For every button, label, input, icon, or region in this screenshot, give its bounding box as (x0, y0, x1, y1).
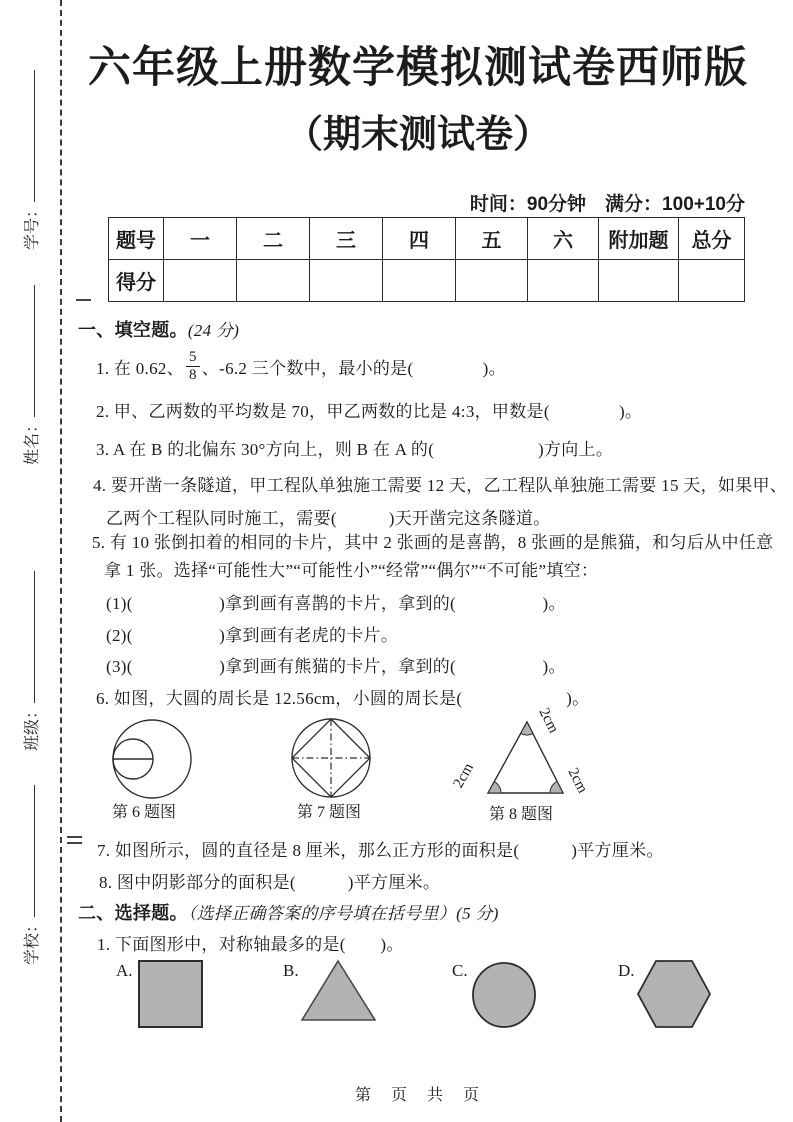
score-cell (310, 260, 383, 302)
side-label-left: 2cm (450, 760, 478, 791)
right-angle-sector (550, 781, 563, 793)
section2-heading (78, 899, 499, 925)
score-cell (237, 260, 310, 302)
question-2: 2. 甲、乙两数的平均数是 70，甲乙两数的比是 4:3，甲数是( )。 (96, 402, 643, 421)
question-1 (96, 344, 506, 388)
score-table-score-row (109, 260, 745, 302)
score-row-label: 得分 (109, 260, 164, 302)
question-6: 6. 如图，大圆的周长是 12.56cm，小圆的周长是( )。 (96, 689, 590, 708)
left-angle-sector (488, 782, 501, 793)
q1-pre: 1. 在 0.62、 (96, 358, 184, 378)
figure-q7-inscribed-square (283, 712, 383, 804)
name-blank (34, 285, 35, 417)
margin-field-name (19, 285, 41, 465)
score-header-cell: 五 (456, 218, 528, 260)
section1-title: 一、填空题。 (78, 320, 188, 340)
figure-q8-triangle (450, 695, 615, 810)
page-footer: 第 页 共 页 (354, 1087, 481, 1104)
section1-heading (78, 316, 239, 342)
score-header-cell: 总分 (679, 218, 745, 260)
circle-ellipse (473, 963, 535, 1027)
q1-fraction-numerator: 5 (186, 349, 200, 367)
page-subtitle: （期末测试卷） (284, 114, 551, 156)
triangle-polygon (302, 961, 375, 1020)
section2-question-1: 1. 下面图形中，对称轴最多的是( )。 (97, 935, 404, 954)
score-table-header-row (109, 218, 745, 260)
score-header-cell: 题号 (109, 218, 164, 260)
school-blank (34, 785, 35, 917)
margin-field-student-id (19, 70, 41, 250)
fold-mark (67, 842, 82, 844)
question-4-line2: 乙两个工程队同时施工，需要( )天开凿完这条隧道。 (106, 509, 551, 528)
student-id-label: 学号： (24, 201, 41, 250)
question-5-sub2: (2)( )拿到画有老虎的卡片。 (106, 626, 399, 645)
score-cell (164, 260, 237, 302)
q1-post: 、-6.2 三个数中，最小的是( )。 (201, 358, 506, 378)
question-5-sub3: (3)( )拿到画有熊猫的卡片，拿到的( )。 (106, 657, 566, 676)
score-header-cell: 三 (310, 218, 383, 260)
score-header-cell: 四 (383, 218, 456, 260)
figure-q6-caption: 第 6 题图 (112, 804, 177, 821)
question-7: 7. 如图所示，圆的直径是 8 厘米，那么正方形的面积是( )平方厘米。 (97, 841, 664, 860)
margin-field-school (19, 785, 41, 965)
option-d-label: D. (618, 961, 635, 980)
score-cell (679, 260, 745, 302)
figure-q6-circles (105, 713, 265, 813)
name-label: 姓名： (24, 416, 41, 465)
section2-title: 二、选择题。 (78, 903, 188, 923)
fold-mark (76, 299, 91, 301)
question-5-sub1: (1)( )拿到画有喜鹊的卡片，拿到的( )。 (106, 594, 566, 613)
question-4-line1: 4. 要开凿一条隧道，甲工程队单独施工需要 12 天，乙工程队单独施工需要 15 天，如果甲、 (93, 476, 788, 495)
side-label-top: 2cm (535, 705, 562, 736)
question-5-line2: 拿 1 张。选择“可能性大”“可能性小”“经常”“偶尔”“不可能”填空： (104, 561, 599, 580)
option-b-label: B. (283, 961, 299, 980)
circle-shape (471, 961, 537, 1029)
fold-dashed-line (60, 0, 62, 1122)
q1-fraction-denominator: 8 (189, 366, 197, 383)
question-3: 3. A 在 B 的北偏东 30°方向上，则 B 在 A 的( )方向上。 (96, 440, 614, 459)
section2-points: (5 分) (456, 904, 499, 923)
student-id-blank (34, 70, 35, 202)
margin-field-class (19, 571, 41, 751)
score-header-cell: 一 (164, 218, 237, 260)
section1-points: (24 分) (187, 321, 240, 340)
score-table (108, 217, 745, 302)
q1-fraction (186, 349, 200, 383)
score-cell (383, 260, 456, 302)
score-header-cell: 二 (237, 218, 310, 260)
class-label: 班级： (24, 702, 41, 751)
school-label: 学校： (24, 916, 41, 965)
score-header-cell: 附加题 (599, 218, 679, 260)
question-8: 8. 图中阴影部分的面积是( )平方厘米。 (99, 873, 441, 892)
triangle-shape (300, 959, 378, 1023)
figure-q8-caption: 第 8 题图 (489, 806, 554, 823)
score-header-cell: 六 (528, 218, 599, 260)
question-5-line1: 5. 有 10 张倒扣着的相同的卡片，其中 2 张画的是喜鹊，8 张画的是熊猫，和匀后从中任意 (92, 533, 774, 552)
option-a-label: A. (116, 961, 133, 980)
side-label-right: 2cm (564, 765, 591, 796)
figure-q7-caption: 第 7 题图 (297, 804, 362, 821)
option-c-label: C. (452, 961, 468, 980)
class-blank (34, 571, 35, 703)
square-shape (138, 960, 203, 1028)
section2-note: （选择正确答案的序号填在括号里） (187, 904, 457, 923)
time-score-info: 时间：90分钟 满分：100+10分 (469, 194, 745, 215)
score-cell (528, 260, 599, 302)
fold-mark (67, 836, 82, 838)
score-cell (456, 260, 528, 302)
hexagon-polygon (638, 961, 710, 1027)
hexagon-shape (636, 958, 712, 1030)
page-title: 六年级上册数学模拟测试卷西师版 (88, 44, 748, 92)
score-cell (599, 260, 679, 302)
